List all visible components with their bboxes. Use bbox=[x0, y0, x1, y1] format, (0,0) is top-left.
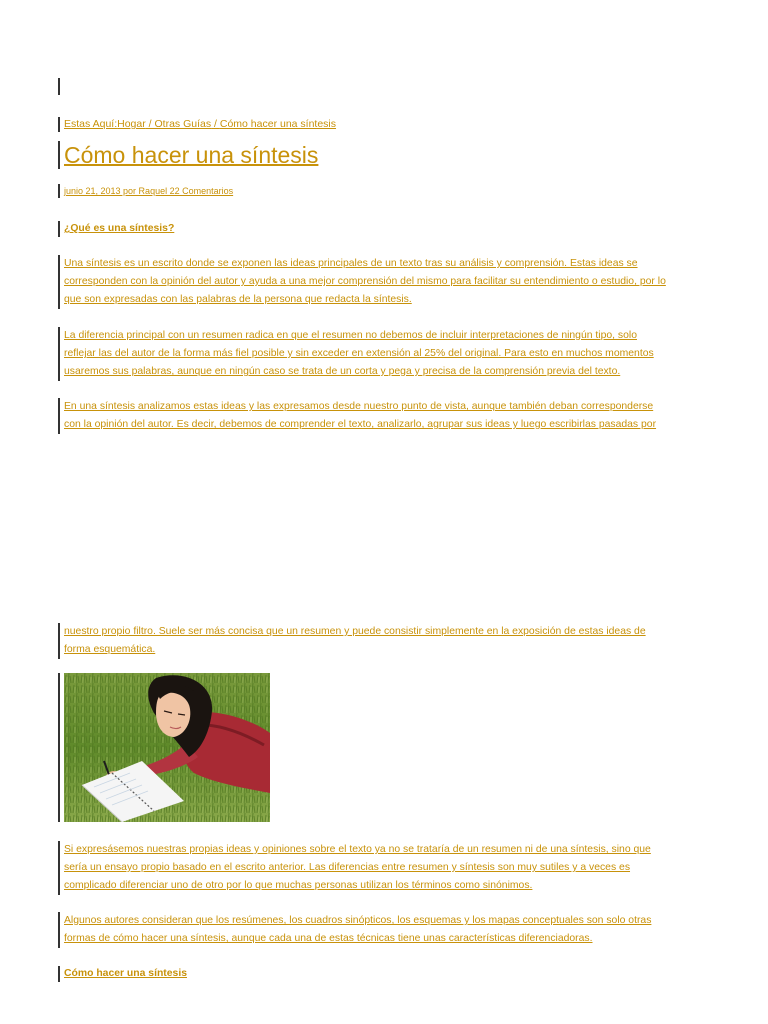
paragraph-line[interactable]: La diferencia principal con un resumen radica en que el resumen no debemos de incluir interpretaciones de ningún tipo, solo bbox=[64, 330, 637, 341]
paragraph-line[interactable]: usaremos sus palabras, aunque en ningún caso se trata de un corta y pega y precisa de la comprensión previa del texto. bbox=[64, 366, 621, 377]
post-meta[interactable] bbox=[58, 184, 233, 198]
paragraph-opinions bbox=[58, 841, 708, 895]
breadcrumb-separator: / bbox=[211, 118, 220, 130]
paragraph-line[interactable]: formas de cómo hacer una síntesis, aunque cada una de estas técnicas tiene unas características diferenciadoras. bbox=[64, 933, 593, 944]
paragraph-other-techniques bbox=[58, 912, 708, 948]
paragraph-line[interactable]: forma esquemática. bbox=[64, 644, 156, 655]
paragraph-line[interactable]: Si expresásemos nuestras propias ideas y opiniones sobre el texto ya no se trataría de un resumen ni de una síntesis, sino que bbox=[64, 844, 651, 855]
paragraph-line[interactable]: Algunos autores consideran que los resúmenes, los cuadros sinópticos, los esquemas y los mapas conceptuales son solo otras bbox=[64, 915, 652, 926]
paragraph-line[interactable]: sería un ensayo propio basado en el escrito anterior. Las diferencias entre resumen y síntesis son muy sutiles y a veces es bbox=[64, 862, 631, 873]
paragraph-line[interactable]: nuestro propio filtro. Suele ser más concisa que un resumen y puede consistir simplemente en la exposición de estas ideas de bbox=[64, 626, 646, 637]
paragraph-line[interactable]: con la opinión del autor. Es decir, debemos de comprender el texto, analizarlo, agrupar sus ideas y luego escribirlas pasadas por bbox=[64, 419, 657, 430]
breadcrumb-prefix: Estas Aquí: bbox=[64, 118, 118, 130]
breadcrumb-item-current[interactable]: Cómo hacer una síntesis bbox=[219, 118, 337, 130]
section-heading-how[interactable] bbox=[58, 966, 187, 982]
paragraph-analysis bbox=[58, 398, 708, 434]
breadcrumb-item-home[interactable]: Hogar bbox=[117, 118, 146, 130]
paragraph-line[interactable]: complicado diferenciar uno de otro por lo que muchas personas utilizan los términos como sinónimos. bbox=[64, 880, 533, 891]
paragraph-line[interactable]: reflejar las del autor de la forma más fiel posible y sin exceder en extensión al 25% del original. Para esto en muchos momentos bbox=[64, 348, 654, 359]
article-image bbox=[58, 673, 272, 822]
breadcrumb-item-guides[interactable]: Otras Guías bbox=[154, 118, 212, 130]
paragraph-difference bbox=[58, 327, 708, 381]
page-title[interactable] bbox=[58, 141, 318, 169]
section-heading-what-text[interactable]: ¿Qué es una síntesis? bbox=[64, 223, 175, 234]
girl-writing-on-grass-photo bbox=[64, 673, 270, 822]
breadcrumb bbox=[58, 117, 336, 132]
paragraph-definition bbox=[58, 255, 708, 309]
paragraph-line[interactable]: En una síntesis analizamos estas ideas y las expresamos desde nuestro punto de vista, aunque también deban corresponderse bbox=[64, 401, 654, 412]
top-marker-rule bbox=[58, 78, 64, 95]
post-meta-text[interactable]: junio 21, 2013 por Raquel 22 Comentarios bbox=[64, 186, 234, 196]
page-title-link[interactable]: Cómo hacer una síntesis bbox=[64, 142, 319, 168]
paragraph-line[interactable]: Una síntesis es un escrito donde se exponen las ideas principales de un texto tras su análisis y comprensión. Estas ideas se bbox=[64, 258, 638, 269]
paragraph-analysis-continued bbox=[58, 623, 708, 659]
section-heading-how-text[interactable]: Cómo hacer una síntesis bbox=[64, 968, 187, 979]
paragraph-line[interactable]: que son expresadas con las palabras de la persona que redacta la síntesis. bbox=[64, 294, 412, 305]
paragraph-line[interactable]: corresponden con la opinión del autor y ayuda a una mejor comprensión del mismo para facilitar su entendimiento o estudio, por lo bbox=[64, 276, 666, 287]
breadcrumb-separator: / bbox=[145, 118, 155, 130]
section-heading-what[interactable] bbox=[58, 221, 174, 237]
